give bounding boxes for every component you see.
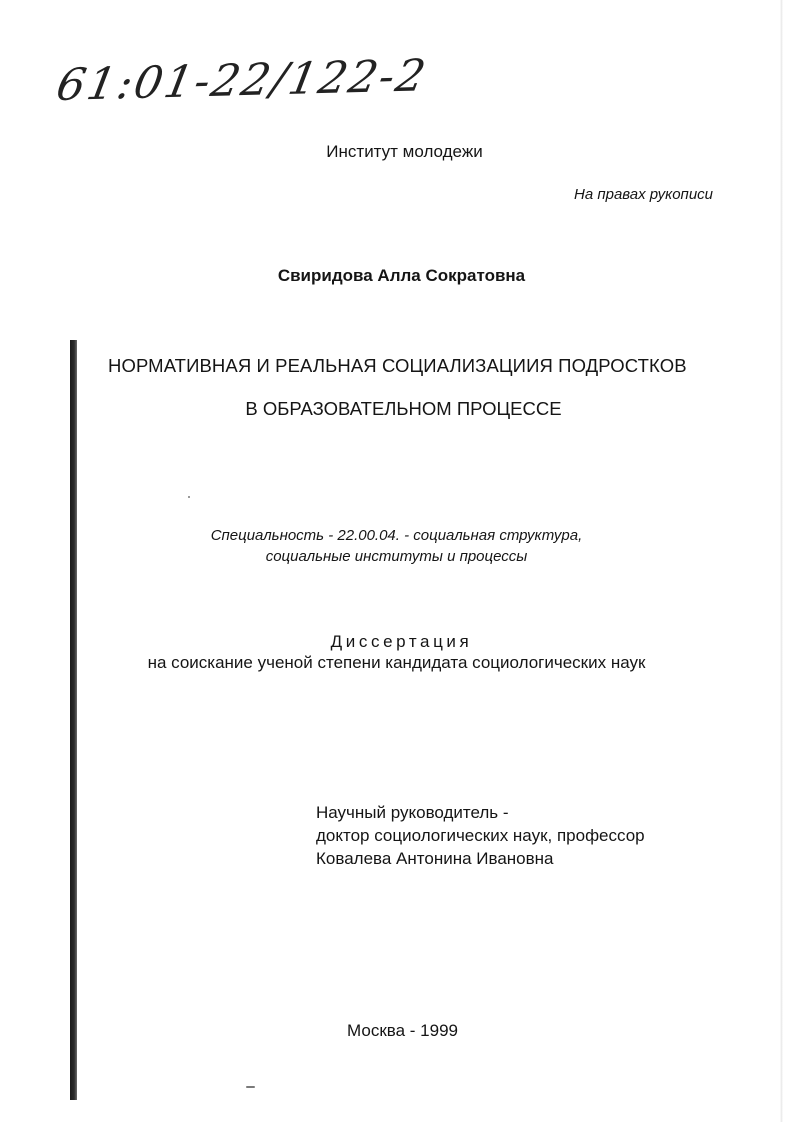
supervisor-heading: Научный руководитель - [316, 803, 509, 822]
city-year: Москва - 1999 [347, 1021, 458, 1040]
manuscript-rights-note: На правах рукописи [574, 186, 713, 203]
dissertation-title-line-2: В ОБРАЗОВАТЕЛЬНОМ ПРОЦЕССЕ [245, 398, 562, 419]
supervisor-name: Ковалева Антонина Ивановна [316, 849, 554, 868]
dissertation-label: Диссертация [330, 632, 473, 651]
specialty-line-1: Специальность - 22.00.04. - социальная структура, [210, 527, 583, 544]
institute-name: Институт молодежи [326, 142, 483, 161]
supervisor-title: доктор социологических наук, профессор [316, 826, 645, 845]
handwritten-inventory-mark: 61:01-22/122-2 [52, 50, 432, 111]
scan-speck [188, 496, 190, 498]
author-name: Свиридова Алла Сократовна [277, 266, 526, 285]
scan-edge-shadow [70, 340, 77, 1100]
scan-speck [246, 1086, 255, 1088]
degree-statement: на соискание ученой степени кандидата социологических наук [147, 653, 646, 672]
dissertation-title-line-1: НОРМАТИВНАЯ И РЕАЛЬНАЯ СОЦИАЛИЗАЦИИЯ ПОДРОСТКОВ [108, 355, 687, 376]
specialty-line-2: социальные институты и процессы [265, 548, 528, 565]
